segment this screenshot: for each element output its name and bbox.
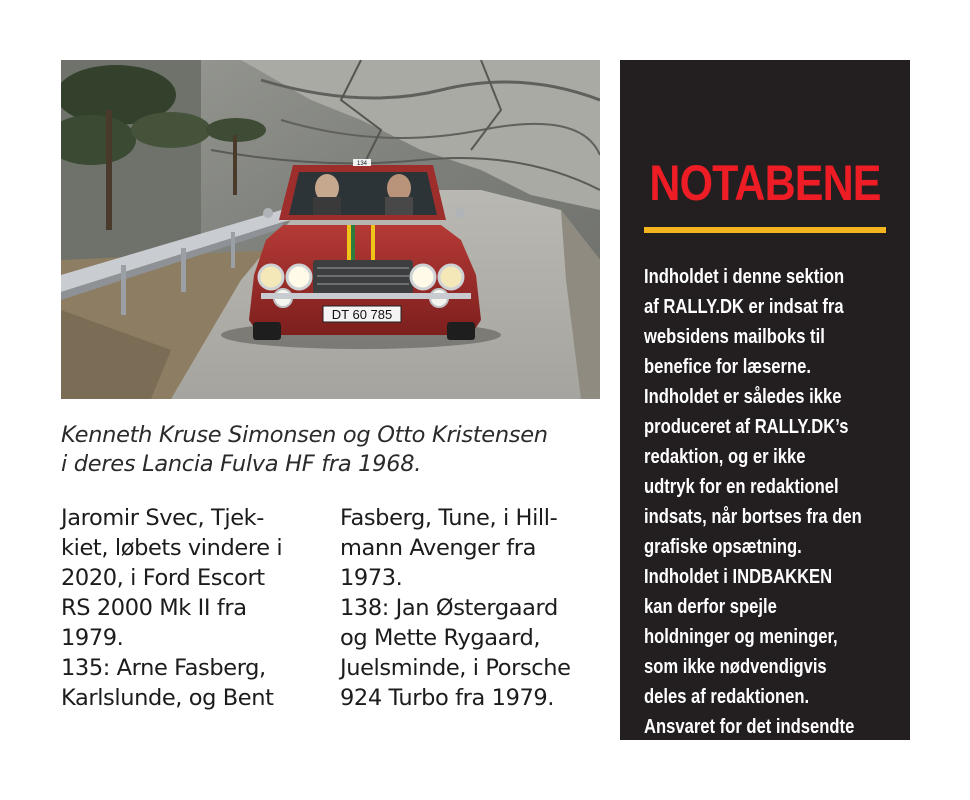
caption-line: i deres Lancia Fulva HF fra 1968. bbox=[61, 451, 422, 477]
article-column-left bbox=[61, 503, 323, 713]
photo-caption bbox=[61, 421, 606, 479]
disclaimer-line: udtryk for en redaktionel bbox=[644, 476, 839, 498]
disclaimer-line: websidens mailboks til bbox=[644, 326, 825, 348]
disclaimer-line: redaktion, og er ikke bbox=[644, 446, 806, 468]
article-line: 1973. bbox=[340, 565, 403, 591]
disclaimer-line: påhviler alene afsenderne. bbox=[644, 746, 853, 768]
lancia-fulvia-illustration bbox=[61, 60, 600, 399]
disclaimer-line: som ikke nødvendigvis bbox=[644, 656, 827, 678]
disclaimer-line: Ansvaret for det indsendte bbox=[644, 716, 855, 738]
disclaimer-line: holdninger og meninger, bbox=[644, 626, 838, 648]
disclaimer-line: kan derfor spejle bbox=[644, 596, 777, 618]
article-line: Juelsminde, i Porsche bbox=[340, 655, 571, 681]
article-line: kiet, løbets vindere i bbox=[61, 535, 283, 561]
article-column-right bbox=[340, 503, 602, 713]
notabene-sidebar bbox=[620, 60, 910, 768]
disclaimer-line: Indholdet i denne sektion bbox=[644, 266, 845, 288]
sidebar-disclaimer bbox=[644, 262, 876, 772]
disclaimer-line: af RALLY.DK er indsat fra bbox=[644, 296, 844, 318]
license-plate: DT 60 785 bbox=[331, 307, 393, 322]
disclaimer-line: Indholdet i INDBAKKEN bbox=[644, 566, 833, 588]
caption-line: Kenneth Kruse Simonsen og Otto Kristensen bbox=[61, 422, 548, 448]
article-line: 135: Arne Fasberg, bbox=[61, 655, 266, 681]
article-line: mann Avenger fra bbox=[340, 535, 536, 561]
article-line: Jaromir Svec, Tjek- bbox=[61, 505, 265, 531]
article-line: 924 Turbo fra 1979. bbox=[340, 685, 555, 711]
disclaimer-line: deles af redaktionen. bbox=[644, 686, 810, 708]
article-line: 2020, i Ford Escort bbox=[61, 565, 265, 591]
disclaimer-line: grafiske opsætning. bbox=[644, 536, 802, 558]
article-line: Karlslunde, og Bent bbox=[61, 685, 274, 711]
sidebar-divider bbox=[644, 227, 886, 233]
sidebar-title: NOTABENE bbox=[649, 155, 881, 211]
rally-car-photo bbox=[61, 60, 600, 399]
article-line: 138: Jan Østergaard bbox=[340, 595, 558, 621]
article-line: 1979. bbox=[61, 625, 124, 651]
rally-number: 134 bbox=[356, 161, 368, 167]
disclaimer-line: Indholdet er således ikke bbox=[644, 386, 842, 408]
disclaimer-line: indsats, når bortses fra den bbox=[644, 506, 862, 528]
disclaimer-line: produceret af RALLY.DK’s bbox=[644, 416, 849, 438]
article-line: og Mette Rygaard, bbox=[340, 625, 541, 651]
article-line: RS 2000 Mk II fra bbox=[61, 595, 247, 621]
article-line: Fasberg, Tune, i Hill- bbox=[340, 505, 558, 531]
disclaimer-line: benefice for læserne. bbox=[644, 356, 811, 378]
